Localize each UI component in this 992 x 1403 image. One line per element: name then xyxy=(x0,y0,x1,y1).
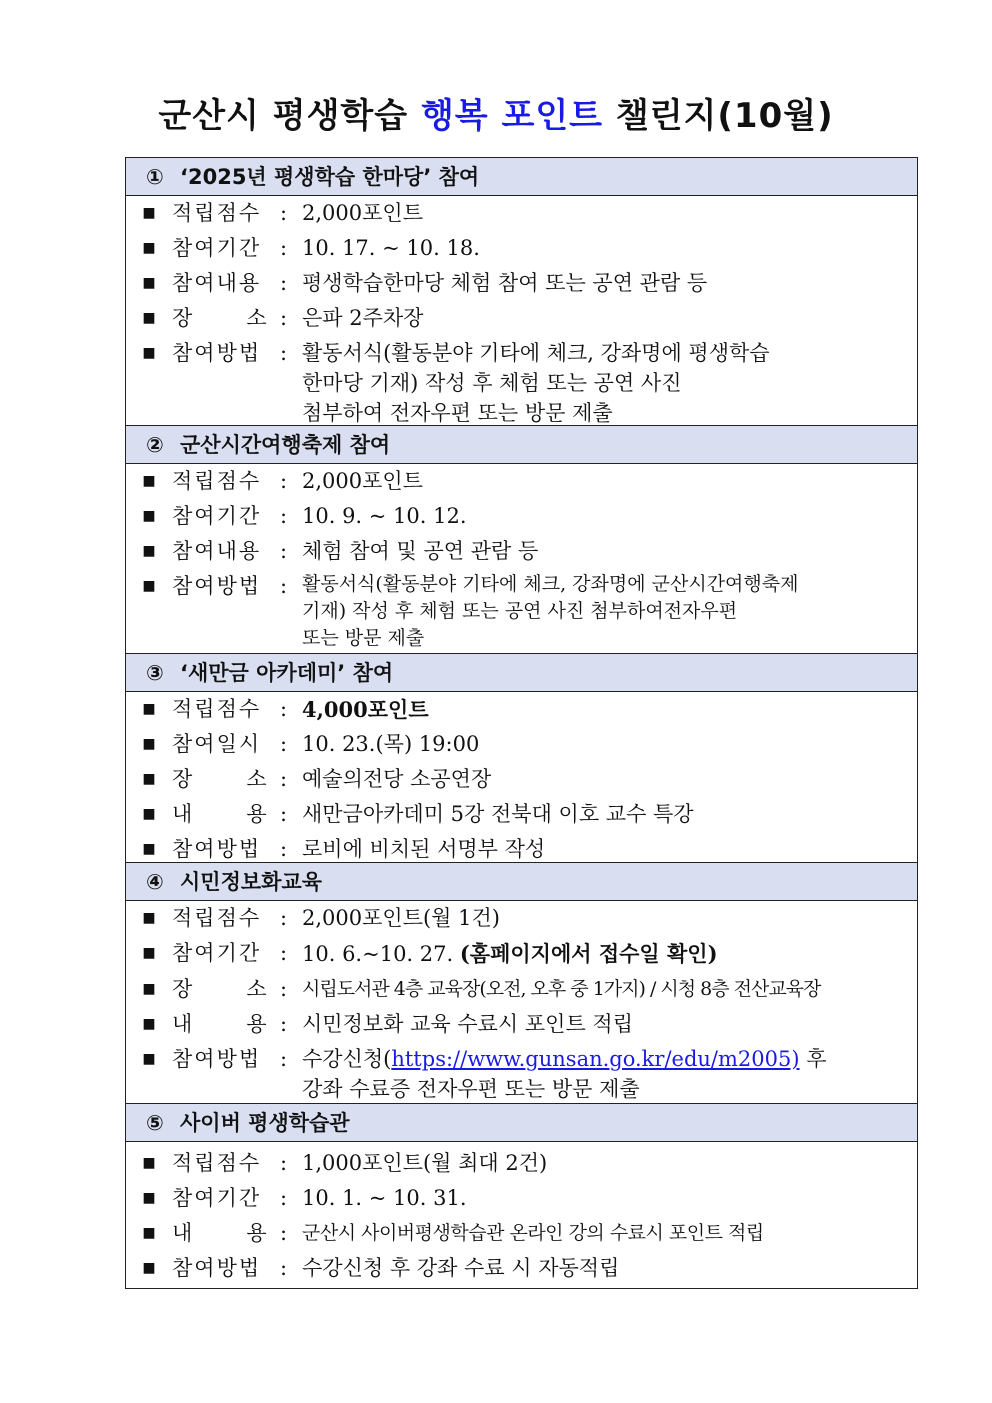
item-label: 참여기간 xyxy=(172,941,262,965)
item-label: 장 소 xyxy=(172,977,269,1001)
item-value: 군산시 사이버평생학습관 온라인 강의 수료시 포인트 적립 xyxy=(302,1222,764,1244)
bullet-icon: ■ xyxy=(142,310,156,326)
list-item: ■ 장 소 : 은파 2주차장 xyxy=(126,301,917,336)
item-label: 참여방법 xyxy=(172,1256,262,1280)
bullet-icon: ■ xyxy=(142,1260,156,1276)
item-label: 참여내용 xyxy=(172,271,262,295)
list-item: ■ 참여일시 : 10. 23.(목) 19:00 xyxy=(126,727,917,762)
section-heading: 시민정보화교육 xyxy=(180,870,323,894)
page-title xyxy=(0,88,992,137)
item-label: 참여기간 xyxy=(172,504,262,528)
list-item: ■ 참여방법 : 활동서식(활동분야 기타에 체크, 강좌명에 군산시간여행축제 기재) 작성 후 체험 또는 공연 사진 첨부하여전자우편 또는 방문 제출 xyxy=(126,569,917,654)
title-suffix: 챌린지(10월) xyxy=(615,96,834,136)
section-2-header xyxy=(126,426,917,464)
item-label: 참여방법 xyxy=(172,1047,262,1071)
bullet-icon: ■ xyxy=(142,1225,156,1241)
section-2-body xyxy=(126,464,917,654)
bullet-icon: ■ xyxy=(142,1051,156,1067)
section-1-body xyxy=(126,196,917,426)
item-value: 4,000포인트 xyxy=(302,697,429,722)
bullet-icon: ■ xyxy=(142,1190,156,1206)
bullet-icon: ■ xyxy=(142,240,156,256)
list-item: ■ 참여방법 : 로비에 비치된 서명부 작성 xyxy=(126,832,917,867)
item-value: 1,000포인트(월 최대 2건) xyxy=(302,1151,548,1175)
bullet-icon: ■ xyxy=(142,275,156,291)
item-label: 참여기간 xyxy=(172,1186,262,1210)
section-number: ① xyxy=(146,165,164,189)
list-item: ■ 참여방법 : 수강신청 후 강좌 수료 시 자동적립 xyxy=(126,1251,917,1286)
section-5-body xyxy=(126,1142,917,1288)
bullet-icon: ■ xyxy=(142,473,156,489)
section-number: ② xyxy=(146,433,164,457)
bullet-icon: ■ xyxy=(142,701,156,717)
title-prefix: 군산시 평생학습 xyxy=(158,96,409,136)
list-item: ■ 내 용 : 군산시 사이버평생학습관 온라인 강의 수료시 포인트 적립 xyxy=(126,1216,917,1251)
section-heading: 사이버 평생학습관 xyxy=(180,1111,350,1135)
bullet-icon: ■ xyxy=(142,806,156,822)
item-value: 수강신청 후 강좌 수료 시 자동적립 xyxy=(302,1256,620,1280)
list-item: ■ 참여방법 : 수강신청(https://www.gunsan.go.kr/edu/m2005) 후 강좌 수료증 전자우편 또는 방문 제출 xyxy=(126,1042,917,1106)
section-5-header xyxy=(126,1104,917,1142)
item-value-prefix: 수강신청( xyxy=(302,1047,392,1071)
list-item: ■ 장 소 : 시립도서관 4층 교육장(오전, 오후 중 1가지) / 시청 8층 전산교육장 xyxy=(126,972,917,1007)
list-item: ■ 적립점수 : 2,000포인트 xyxy=(126,464,917,499)
list-item: ■ 참여기간 : 10. 1. ~ 10. 31. xyxy=(126,1181,917,1216)
item-label: 적립점수 xyxy=(172,1151,262,1175)
section-number: ④ xyxy=(146,870,164,894)
item-value: 시립도서관 4층 교육장(오전, 오후 중 1가지) / 시청 8층 전산교육장 xyxy=(302,978,821,1000)
list-item: ■ 내 용 : 시민정보화 교육 수료시 포인트 적립 xyxy=(126,1007,917,1042)
item-label: 장 소 xyxy=(172,767,269,791)
item-label: 장 소 xyxy=(172,306,269,330)
item-note: (홈페이지에서 접수일 확인) xyxy=(459,941,718,966)
item-value: 10. 23.(목) 19:00 xyxy=(302,732,480,756)
item-value: 체험 참여 및 공연 관람 등 xyxy=(302,539,539,563)
bullet-icon: ■ xyxy=(142,578,156,594)
bullet-icon: ■ xyxy=(142,945,156,961)
section-1-header xyxy=(126,158,917,196)
bullet-icon: ■ xyxy=(142,205,156,221)
bullet-icon: ■ xyxy=(142,841,156,857)
item-value-suffix: 후 강좌 수료증 전자우편 또는 방문 제출 xyxy=(302,1047,827,1101)
list-item: ■ 참여내용 : 체험 참여 및 공연 관람 등 xyxy=(126,534,917,569)
item-value: 새만금아카데미 5강 전북대 이호 교수 특강 xyxy=(302,802,694,826)
list-item: ■ 참여내용 : 평생학습한마당 체험 참여 또는 공연 관람 등 xyxy=(126,266,917,301)
list-item: ■ 적립점수 : 2,000포인트(월 1건) xyxy=(126,901,917,936)
item-value: 10. 17. ~ 10. 18. xyxy=(302,236,480,260)
bullet-icon: ■ xyxy=(142,736,156,752)
list-item: ■ 참여기간 : 10. 17. ~ 10. 18. xyxy=(126,231,917,266)
item-label: 참여방법 xyxy=(172,837,262,861)
section-4-header xyxy=(126,863,917,901)
item-value: 10. 6.~10. 27. xyxy=(302,942,454,966)
item-value: 활동서식(활동분야 기타에 체크, 강좌명에 평생학습 한마당 기재) 작성 후 체험 또는 공연 사진 첨부하여 전자우편 또는 방문 제출 xyxy=(302,341,770,425)
course-link[interactable]: https://www.gunsan.go.kr/edu/m2005) xyxy=(391,1047,800,1071)
item-label: 참여방법 xyxy=(172,341,262,365)
item-label: 내 용 xyxy=(172,1012,269,1036)
item-label: 적립점수 xyxy=(172,906,262,930)
bullet-icon: ■ xyxy=(142,543,156,559)
section-number: ⑤ xyxy=(146,1111,164,1135)
title-highlight: 행복 포인트 xyxy=(420,96,604,136)
bullet-icon: ■ xyxy=(142,1155,156,1171)
item-value: 활동서식(활동분야 기타에 체크, 강좌명에 군산시간여행축제 기재) 작성 후 체험 또는 공연 사진 첨부하여전자우편 또는 방문 제출 xyxy=(302,573,799,649)
list-item: ■ 내 용 : 새만금아카데미 5강 전북대 이호 교수 특강 xyxy=(126,797,917,832)
section-3-body xyxy=(126,692,917,863)
item-value: 로비에 비치된 서명부 작성 xyxy=(302,837,546,861)
item-label: 내 용 xyxy=(172,1221,269,1245)
item-label: 적립점수 xyxy=(172,469,262,493)
section-3-header xyxy=(126,654,917,692)
section-heading: ‘2025년 평생학습 한마당’ 참여 xyxy=(180,165,480,189)
item-value: 평생학습한마당 체험 참여 또는 공연 관람 등 xyxy=(302,271,708,295)
list-item: ■ 적립점수 : 2,000포인트 xyxy=(126,196,917,231)
bullet-icon: ■ xyxy=(142,910,156,926)
item-value: 2,000포인트(월 1건) xyxy=(302,906,500,930)
item-label: 적립점수 xyxy=(172,201,262,225)
item-label: 참여내용 xyxy=(172,539,262,563)
item-label: 적립점수 xyxy=(172,697,262,721)
section-heading: 군산시간여행축제 참여 xyxy=(180,433,391,457)
item-value: 2,000포인트 xyxy=(302,469,423,493)
item-label: 참여일시 xyxy=(172,732,262,756)
list-item: ■ 참여방법 : 활동서식(활동분야 기타에 체크, 강좌명에 평생학습 한마당 기재) 작성 후 체험 또는 공연 사진 첨부하여 전자우편 또는 방문 제출 xyxy=(126,336,917,430)
item-label: 참여방법 xyxy=(172,574,262,598)
bullet-icon: ■ xyxy=(142,345,156,361)
list-item: ■ 참여기간 : 10. 6.~10. 27. (홈페이지에서 접수일 확인) xyxy=(126,936,917,972)
section-4-body xyxy=(126,901,917,1104)
bullet-icon: ■ xyxy=(142,981,156,997)
bullet-icon: ■ xyxy=(142,508,156,524)
list-item: ■ 장 소 : 예술의전당 소공연장 xyxy=(126,762,917,797)
item-label: 참여기간 xyxy=(172,236,262,260)
item-value: 10. 9. ~ 10. 12. xyxy=(302,504,467,528)
section-heading: ‘새만금 아카데미’ 참여 xyxy=(180,661,394,685)
list-item: ■ 적립점수 : 1,000포인트(월 최대 2건) xyxy=(126,1146,917,1181)
item-value: 2,000포인트 xyxy=(302,201,423,225)
list-item: ■ 적립점수 : 4,000포인트 xyxy=(126,692,917,727)
item-value: 예술의전당 소공연장 xyxy=(302,767,492,791)
item-value: 시민정보화 교육 수료시 포인트 적립 xyxy=(302,1012,633,1036)
bullet-icon: ■ xyxy=(142,1016,156,1032)
bullet-icon: ■ xyxy=(142,771,156,787)
item-value: 은파 2주차장 xyxy=(302,306,424,330)
list-item: ■ 참여기간 : 10. 9. ~ 10. 12. xyxy=(126,499,917,534)
item-label: 내 용 xyxy=(172,802,269,826)
section-number: ③ xyxy=(146,661,164,685)
challenge-table xyxy=(125,157,918,1289)
item-value: 10. 1. ~ 10. 31. xyxy=(302,1186,467,1210)
